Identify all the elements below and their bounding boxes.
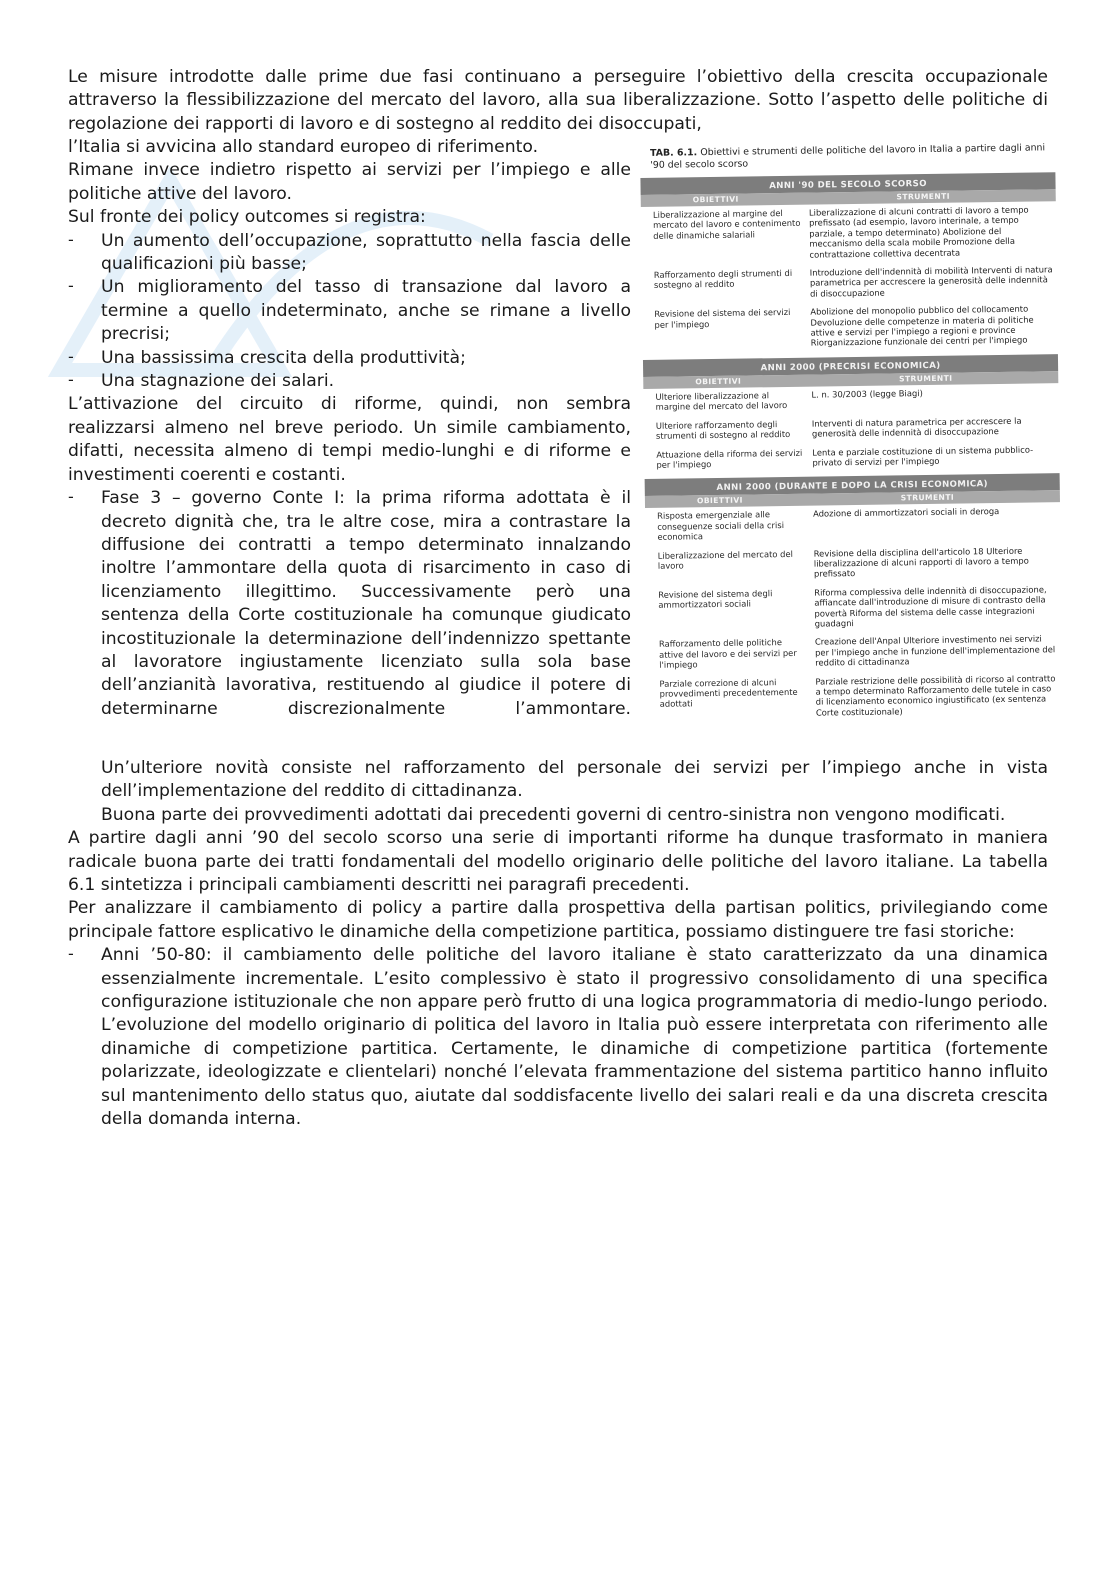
table-cell-obiettivo: Risposta emergenziale alle conseguenze sociali della crisi economica: [657, 509, 785, 542]
bullet-dash: -: [68, 229, 74, 249]
table-cell-obiettivo: Ulteriore liberalizzazione al margine del mercato del lavoro: [655, 390, 788, 413]
table-cell-obiettivo: Parziale correzione di alcuni provvedimenti precedentemente adottati: [659, 676, 798, 710]
table-row: [647, 631, 1063, 676]
bullet-dash: -: [68, 276, 74, 296]
paragraph-riforme-anni-90: A partire dagli anni ’90 del secolo scorso una serie di importanti riforme ha dunque trasformato in maniera radicale buona parte dei tratti fondamentali del modello originario delle politiche del lavoro italiane. La tabella 6.1 sintetizza i principali cambiamenti descritti nei paragrafi precedenti.: [68, 828, 1048, 896]
table-caption-text: Obiettivi e strumenti delle politiche del lavoro in Italia a partire dagli anni '90 del secolo scorso: [650, 142, 1046, 171]
table-cell-strumento: Creazione dell'Anpal Ulteriore investimento nei servizi per l'impiego anche in funzione dell'implementazione del reddito di cittadinanza: [814, 633, 1056, 668]
table-section-title: ANNI 2000 (DURANTE E DOPO LA CRISI ECONOMICA): [645, 473, 1060, 496]
list-item-text: Una stagnazione dei salari.: [101, 371, 335, 392]
table-label: TAB. 6.1.: [649, 147, 698, 159]
table-cell-strumento: Riforma complessiva delle indennità di disoccupazione, affiancate dall'introduzione di misure di contrasto della povertà Riforma del sistema delle casse integrazioni guadagni: [814, 584, 1047, 629]
intro-paragraph: Le misure introdotte dalle prime due fasi continuano a perseguire l’obiettivo della crescita occupazionale attraverso la flessibilizzazione del mercato del lavoro, alla sua liberalizzazione. Sotto l’aspetto delle politiche di regolazione dei rapporti di lavoro e di sostegno al reddito dei disoccupati,: [68, 67, 1048, 134]
table-cell-strumento: Adozione di ammortizzatori sociali in deroga: [813, 506, 1000, 519]
list-item-text: Un aumento dell’occupazione, soprattutto nella fascia delle qualificazioni più basse;: [101, 230, 631, 275]
column-strumenti: STRUMENTI: [896, 191, 950, 202]
intro-block: [68, 66, 1048, 136]
table-cell-strumento: L. n. 30/2003 (legge Biagi): [811, 387, 923, 400]
table-row: [644, 441, 1059, 476]
list-item-text: Una bassissima crescita della produttività;: [101, 347, 466, 368]
table-cell-obiettivo: Liberalizzazione del mercato del lavoro: [657, 548, 793, 571]
table-cell-strumento: Lenta e parziale costituzione di un sistema pubblico-privato di servizi per l'impiego: [812, 444, 1034, 468]
column-obiettivi: OBIETTIVI: [692, 194, 739, 205]
table-cell-strumento: Introduzione dell'indennità di mobilità Interventi di natura parametrica per accrescere la generosità delle indennità di disoccupazione: [809, 264, 1053, 299]
table-cell-obiettivo: Attuazione della riforma dei servizi per l'impiego: [656, 447, 803, 470]
table-cell-obiettivo: Revisione del sistema degli ammortizzatori sociali: [658, 587, 773, 610]
paragraph-outcomes-intro: Sul fronte dei policy outcomes si registra:: [68, 207, 426, 228]
list-item: [68, 230, 631, 277]
list-item-fase3: [68, 487, 631, 721]
table-caption: [650, 142, 1055, 172]
paragraph-standard: l’Italia si avvicina allo standard europeo di riferimento.: [68, 137, 539, 157]
table-row: [646, 542, 1062, 587]
paragraph-servizi: Rimane invece indietro rispetto ai servizi per l’impiego e alle politiche attive del lavoro.: [68, 160, 631, 204]
table-cell-strumento: Revisione della disciplina dell'articolo 18 Ulteriore liberalizzazione di alcuni rapporti di lavoro a tempo prefissato: [813, 545, 1029, 579]
list-item: [68, 370, 631, 393]
column-obiettivi: OBIETTIVI: [695, 376, 742, 387]
list-item-text: Un miglioramento del tasso di transazione dal lavoro a termine a quello indeterminato, anche se rimane a livello precrisi;: [101, 277, 631, 345]
column-obiettivi: OBIETTIVI: [696, 495, 743, 506]
column-strumenti: STRUMENTI: [898, 373, 953, 384]
paragraph-partisan-politics: Per analizzare il cambiamento di policy a partire dalla prospettiva della partisan politics, privilegiando come principale fattore esplicativo le dinamiche della competizione partitica, possiamo distinguere tre fasi storiche:: [68, 898, 1048, 942]
column-strumenti: STRUMENTI: [900, 492, 955, 503]
table-cell-obiettivo: Rafforzamento degli strumenti di sostegno al reddito: [653, 267, 793, 291]
table-row: [646, 581, 1062, 636]
table-cell-obiettivo: Liberalizzazione al margine del mercato del lavoro e contenimento delle dinamiche salariali: [652, 208, 801, 241]
bullet-dash: -: [68, 346, 74, 366]
table-row: [642, 300, 1058, 355]
table-row: [642, 261, 1058, 306]
table-row: [647, 670, 1063, 725]
table-section-title: ANNI '90 DEL SECOLO SCORSO: [640, 172, 1055, 195]
table-section: [645, 473, 1063, 725]
list-item: [68, 276, 631, 346]
paragraph-provvedimenti: Buona parte dei provvedimenti adottati dai precedenti governi di centro-sinistra non vengono modificati.: [101, 804, 1006, 825]
table-row: [645, 502, 1061, 547]
list-item: [68, 347, 631, 370]
bottom-block: [68, 757, 1048, 1132]
bullet-dash: -: [68, 487, 74, 507]
paragraph-attivazione: L’attivazione del circuito di riforme, quindi, non sembra realizzarsi almeno nel breve periodo. Un simile cambiamento, difatti, necessita almeno di tempi medio-lunghi e di riforme e investimenti coerenti e costanti.: [68, 394, 631, 485]
table-cell-obiettivo: Rafforzamento delle politiche attive del lavoro e dei servizi per l'impiego: [658, 637, 797, 670]
table-cell-strumento: Parziale restrizione delle possibilità di ricorso al contratto a tempo determinato Rafforzamento delle tutele in caso di licenziamento economico ingiustificato (ex sentenza Corte costituzionale): [815, 672, 1056, 718]
bullet-dash: -: [68, 370, 74, 390]
table-cell-strumento: Liberalizzazione di alcuni contratti di lavoro a tempo prefissato (ad esempio, lavoro interinale, a tempo parziale, a tempo determinato) Abolizione del meccanismo della scala mobile Promozione della contrattazione collettiva decentrata: [808, 204, 1029, 260]
table-section: [640, 172, 1057, 356]
table-cell-obiettivo: Ulteriore rafforzamento degli strumenti di sostegno al reddito: [655, 418, 791, 441]
table-section-title: ANNI 2000 (PRECRISI ECONOMICA): [643, 354, 1058, 377]
fase3-continuation: [68, 757, 1048, 827]
paragraph-rafforzamento: Un’ulteriore novità consiste nel rafforzamento del personale dei servizi per l’impiego anche in vista dell’implementazione del reddito di cittadinanza.: [101, 758, 1048, 802]
table-section: [643, 354, 1060, 475]
list-item-text: Anni ’50-80: il cambiamento delle politiche del lavoro italiane è stato caratterizzato da una dinamica essenzialmente incrementale. L’esito complessivo è stato il progressivo consolidamento di una specifica configurazione istituzionale che non appare però frutto di una logica programmatoria di medio-lungo periodo. L’evoluzione del modello originario di politica del lavoro in Italia può essere interpretata con riferimento alle dinamiche di competizione partitica. Certamente, le dinamiche di competizione partitica (fortemente polarizzate, ideologizzate e clientelari) nonché l’elevata frammentazione del sistema partitico hanno influito sul mantenimento dello status quo, aiutate dal soddisfacente livello dei salari reali e da una discreta crescita della domanda interna.: [101, 945, 1048, 1130]
table-cell-obiettivo: Revisione del sistema dei servizi per l'impiego: [654, 307, 791, 330]
left-column: [68, 136, 631, 721]
list-item-anni-50-80: [68, 944, 1048, 1131]
table-cell-strumento: Interventi di natura parametrica per accrescere la generosità delle indennità di disoccupazione: [811, 415, 1022, 439]
bullet-dash: -: [68, 944, 74, 964]
list-item-text: Fase 3 – governo Conte I: la prima riforma adottata è il decreto dignità che, tra le altre cose, mira a contrastare la diffusione dei contratti a tempo determinato innalzando inoltre l’ammontare della quota di risarcimento in caso di licenziamento illegittimo. Successivamente però una sentenza della Corte costituzionale ha comunque giudicato incostituzionale la determinazione dell’indennizzo spettante al lavoratore ingiustamente licenziato sulla sola base dell’anzianità lavorativa, restituendo al giudice il potere di determinarne discrezionalmente l’ammontare.: [101, 488, 631, 719]
table-cell-strumento: Abolizione del monopolio pubblico del collocamento Devoluzione delle competenze in materia di politiche attive e servizi per l'impiego a regioni e province Riorganizzazione funzionale dei centri per l'impiego: [810, 303, 1034, 349]
table-row: [641, 201, 1057, 267]
table-6-1-scan: [640, 142, 1063, 748]
